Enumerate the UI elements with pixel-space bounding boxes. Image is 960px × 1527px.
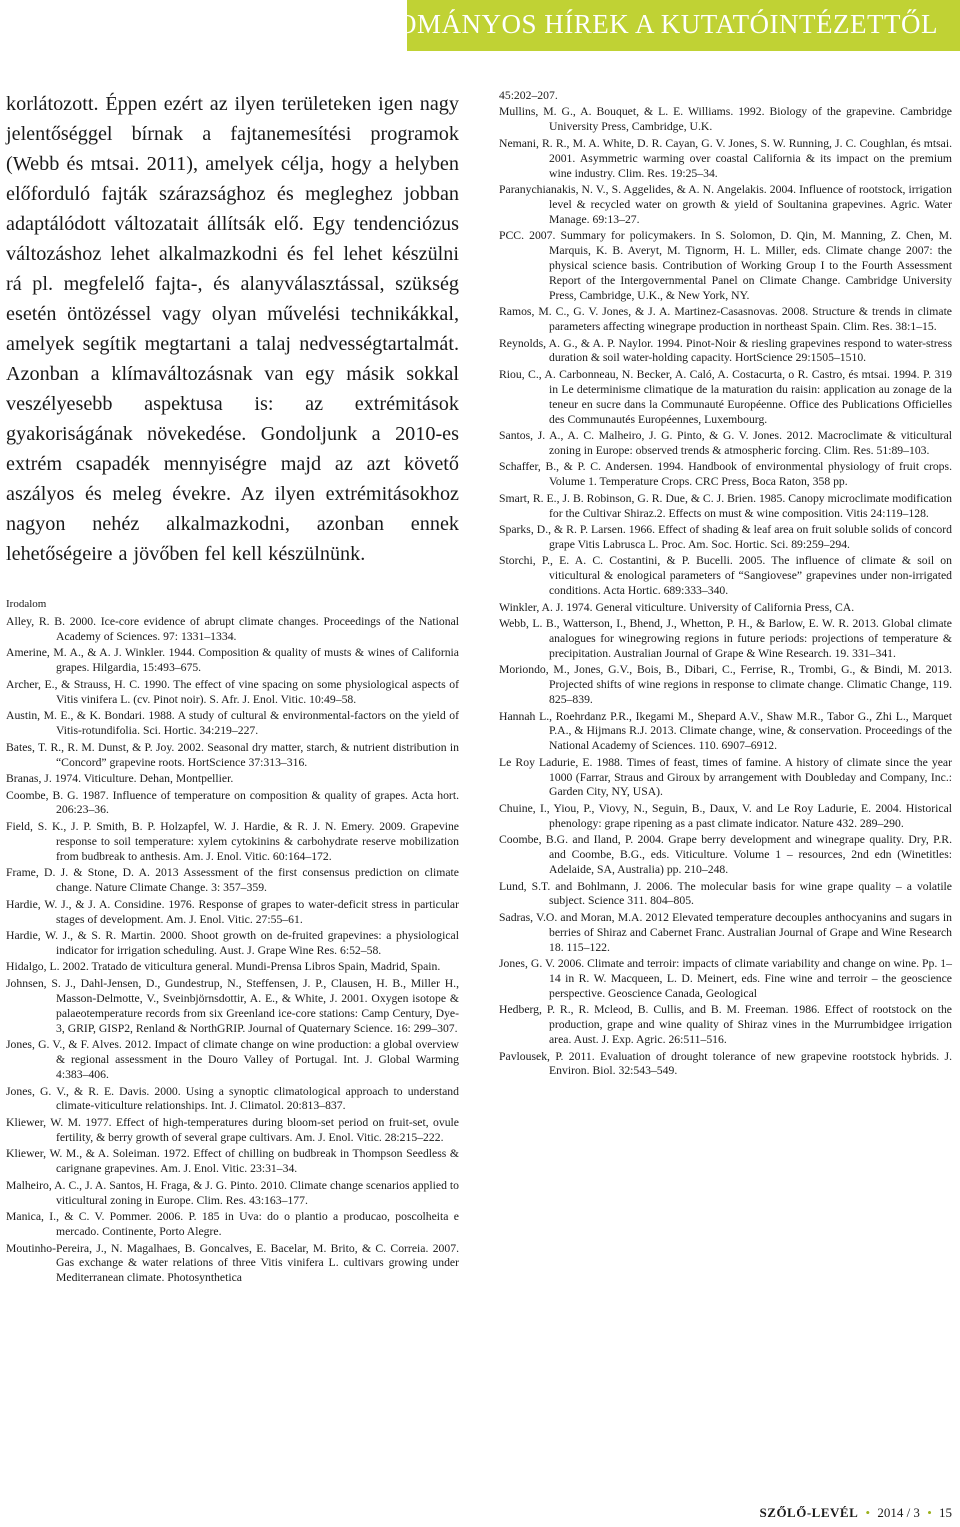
right-column [499,89,952,1081]
reference-item: Winkler, A. J. 1974. General viticulture. University of California Press, CA. [499,600,855,614]
reference-item: Webb, L. B., Watterson, I., Bhend, J., Whetton, P. H., & Barlow, E. W. R. 2013. Global climate analogues for winegrowing regions in future periods: projections of temperature & precipitation. Australian Journal of Grape & Wine Research. 19. 331–341. [499,617,952,660]
footer-separator: • [927,1505,932,1520]
reference-item: Hidalgo, L. 2002. Tratado de viticultura general. Mundi-Prensa Libros Spain, Madrid, Spain. [6,960,441,974]
references-heading: Irodalom [6,598,47,610]
reference-item: 45:202–207. [499,89,558,102]
issue-number: 2014 / 3 [877,1505,920,1520]
reference-item: Alley, R. B. 2000. Ice-core evidence of abrupt climate changes. Proceedings of the National Academy of Sciences. 97: 1331–1334. [6,615,459,643]
reference-item: Hardie, W. J., & J. A. Considine. 1976. Response of grapes to water-deficit stress in particular stages of development. Am. J. Enol. Vitic. 27:55–61. [6,897,459,926]
reference-item: Reynolds, A. G., & A. P. Naylor. 1994. Pinot-Noir & riesling grapevines respond to water-stress duration & soil water-holding capacity. HortScience 29:1505–1510. [499,336,952,365]
reference-item: Moutinho-Pereira, J., N. Magalhaes, B. Goncalves, E. Bacelar, M. Brito, & C. Correia. 2007. Gas exchange & water relations of three Vitis vinifera L. cultivars growing under Mediterranean climate. Photosynthetica [6,1241,459,1285]
reference-item: Malheiro, A. C., J. A. Santos, H. Fraga, & J. G. Pinto. 2010. Climate change scenarios applied to viticultural zoning in Europe. Clim. Res. 43:163–177. [6,1178,459,1207]
reference-item: Chuine, I., Yiou, P., Viovy, N., Seguin, B., Daux, V. and Le Roy Ladurie, E. 2004. Historical phenology: grape ripening as a past climate indicator. Nature 432. 289–290. [499,801,952,830]
reference-item: Mullins, M. G., A. Bouquet, & L. E. Williams. 1992. Biology of the grapevine. Cambridge University Press, Cambridge, U.K. [499,105,952,134]
reference-item: Moriondo, M., Jones, G.V., Bois, B., Dibari, C., Ferrise, R., Trombi, G., & Bindi, M. 2013. Projected shifts of wine regions in response to climate change. Climatic Change, 119. 825–839. [499,663,952,707]
reference-item: Hedberg, P. R., R. Mcleod, B. Cullis, and B. M. Freeman. 1986. Effect of rootstock on the production, grape and wine quality of Shiraz vines in the Murrumbidgee irrigation area. Aust. J. Exp. Agric. 26:511–516. [499,1003,952,1047]
reference-item: Ramos, M. C., G. V. Jones, & J. A. Martinez-Casasnovas. 2008. Structure & trends in climate parameters affecting winegrape production in northeast Spain. Clim. Res. 38:1–15. [499,305,952,334]
reference-item: Santos, J. A., A. C. Malheiro, J. G. Pinto, & G. V. Jones. 2012. Macroclimate & viticultural zoning in Europe: observed trends & atmospheric forcing. Clim. Res. 51:89–103. [499,429,952,457]
reference-item: Hannah L., Roehrdanz P.R., Ikegami M., Shepard A.V., Shaw M.R., Tabor G., Zhi L., Marquet P.A., & Hijmans R.J. 2013. Climate change, wine, & conservation. Proceedings of the National Academy of Sciences. 110. 6907–6912. [499,709,952,753]
reference-item: Lund, S.T. and Bohlmann, J. 2006. The molecular basis for wine grape quality – a volatile subject. Science 311. 804–805. [499,879,952,908]
reference-item: Jones, G. V., & F. Alves. 2012. Impact of climate change on wine production: a global overview & regional assessment in the Douro Valley of Portugal. Int. J. Global Warming 4:383–406. [6,1038,459,1081]
page-footer [760,1505,952,1521]
reference-item: Manica, I., & C. V. Pommer. 2006. P. 185 in Uva: do o plantio a producao, poscolheita e mercado. Continente, Porto Alegre. [6,1210,459,1239]
reference-item: Amerine, M. A., & A. J. Winkler. 1944. Composition & quality of musts & wines of California grapes. Hilgardia, 15:493–675. [6,646,459,675]
section-header-band [339,0,960,51]
body-paragraph: korlátozott. Éppen ezért az ilyen területeken igen nagy jelentőséggel bírnak a fajtanemesítési programok (Webb és mtsai. 2011), amelyek célja, hogy a helyben előforduló fajták szárazsághoz és megleghez jobban adaptálódott változatait állítsák elő. Egy tendenciózus változáshoz lehet alkalmazkodni és fel lehet készülni rá pl. megfelelő fajta-, és alanyválasztással, szükség esetén öntözéssel vagy olyan művelési technikákkal, amelyek segítik megtartani a talaj nedvességtartalmát. Azonban a klímaváltozásnak van egy másik sokkal veszélyesebb aspektusa is: az extrémitások gyakoriságának növekedése. Gondoljunk a 2010-es extrém csapadék mennyiségre majd az azt követő aszályos és meleg évekre. Az ilyen extrémitásokhoz nagyon nehéz alkalmazkodni, azonban ennek lehetőségeire a jövőben fel kell készülnünk. [6,93,459,565]
reference-item: Branas, J. 1974. Viticulture. Dehan, Montpellier. [6,772,234,786]
reference-item: Storchi, P., E. A. C. Costantini, & P. Bucelli. 2005. The influence of climate & soil on viticultural & enological parameters of “Sangiovese” grapevines under non-irrigated conditions. Acta Hortic. 689:333–340. [499,554,952,598]
reference-item: Jones, G. V. 2006. Climate and terroir: impacts of climate variability and change on wine. Pp. 1–14 in R. W. Macqueen, L. D. Meinert, eds. Fine wine and terroir – the geoscience perspective. Geoscience Canada, Geological [499,957,952,1000]
reference-item: Kliewer, W. M. 1977. Effect of high-temperatures during bloom-set period on fruit-set, ovule fertility, & berry growth of several grape cultivars. Am. J. Enol. Vitic. 28:215–222. [6,1115,459,1144]
reference-item: Sadras, V.O. and Moran, M.A. 2012 Elevated temperature decouples anthocyanins and sugars in berries of Shiraz and Cabernet Franc. Australian Journal of Grape and Wine Research 18. 115–122. [499,910,952,954]
reference-item: PCC. 2007. Summary for policymakers. In S. Solomon, D. Qin, M. Manning, Z. Chen, M. Marquis, K. B. Averyt, M. Tignorm, H. L. Miller, eds. Climate change 2007: the physical science basis. Contribution of Working Group I to the Fourth Assessment Report of the Intergovernmental Panel on Climate Change. Cambridge University Press, Cambridge, U.K., & New York, NY. [499,229,952,302]
magazine-name: SZŐLŐ-LEVÉL [759,1505,859,1520]
footer-separator: • [865,1505,871,1520]
reference-item: Le Roy Ladurie, E. 1988. Times of feast, times of famine. A history of climate since the year 1000 (Farrar, Straus and Giroux by arrangement with Doubleday and Company, Inc.: Garden City, NY, USA). [499,755,952,799]
reference-item: Austin, M. E., & K. Bondari. 1988. A study of cultural & environmental-factors on the yield of Vitis-rotundifolia. Sci. Hortic. 34:219–227. [6,709,459,738]
reference-item: Coombe, B.G. and Iland, P. 2004. Grape berry development and winegrape quality. Dry, P.R. and Coombe, B.G., eds. Viticulture. Volume 1 – resources, 2nd edn (Winetitles: Adelaide, SA, Australia) pp. 210–248. [499,833,952,877]
reference-item: Schaffer, B., & P. C. Andersen. 1994. Handbook of environmental physiology of fruit crops. Volume 1. Temperature Crops. CRC Press, Boca Raton, 358 pp. [499,460,952,489]
reference-item: Kliewer, W. M., & A. Soleiman. 1972. Effect of chilling on budbreak in Thompson Seedless & carignane grapevines. Am. J. Enol. Vitic. 23:31–34. [6,1147,459,1176]
left-column [6,89,459,1288]
references-list-left [6,615,459,1286]
references-list-right [499,89,952,1079]
reference-item: Field, S. K., J. P. Smith, B. P. Holzapfel, W. J. Hardie, & R. J. N. Emery. 2009. Grapevine response to soil temperature: xylem cytokinins & carbohydrate reserve mobilization from budbreak to anthesis. Am. J. Enol. Vitic. 60:164–172. [6,819,459,863]
reference-item: Frame, D. J. & Stone, D. A. 2013 Assessment of the first consensus prediction on climate change. Nature Climate Change. 3: 357–359. [6,866,459,895]
reference-item: Jones, G. V., & R. E. Davis. 2000. Using a synoptic climatological approach to understand climate-viticulture relationships. Int. J. Climatol. 20:813–837. [6,1084,459,1113]
reference-item: Johnsen, S. J., Dahl-Jensen, D., Gundestrup, N., Steffensen, J. P., Clausen, H. B., Miller H., Masson-Delmotte, V., Sveinbjörnsdottir, A. E., & White, J. 2001. Oxygen isotope & palaeotemperature records from six Greenland ice-core stations: Camp Century, Dye-3, GRIP, GISP2, Renland & NorthGRIP. Journal of Quaternary Science. 16: 299–307. [6,976,459,1035]
reference-item: Archer, E., & Strauss, H. C. 1990. The effect of vine spacing on some physiological aspects of Vitis vinifera L. (cv. Pinot noir). S. Afr. J. Enol. Vitic. 10:49–58. [6,677,459,706]
reference-item: Riou, C., A. Carbonneau, N. Becker, A. Caló, A. Costacurta, o R. Castro, és mtsai. 1994. P. 319 in Le determinisme climatique de la maturation du raisin: application au zonage de la teneur en sucre dans la Communauté Européenne. Office des Publications Officielles des Communautés Européennes, Luxembourg. [499,367,952,426]
reference-item: Hardie, W. J., & S. R. Martin. 2000. Shoot growth on de-fruited grapevines: a physiological indicator for irrigation scheduling. Aust. J. Grape Wine Res. 6:52–58. [6,929,459,957]
reference-item: Pavlousek, P. 2011. Evaluation of drought tolerance of new grapevine rootstock hybrids. J. Environ. Biol. 32:543–549. [499,1049,952,1078]
article-body [6,89,459,569]
reference-item: Paranychianakis, N. V., S. Aggelides, & A. N. Angelakis. 2004. Influence of rootstock, irrigation level & recycled water on growth & yield of Soultanina grapevines. Agric. Water Manage. 69:13–27. [499,183,952,226]
reference-item: Bates, T. R., R. M. Dunst, & P. Joy. 2002. Seasonal dry matter, starch, & nutrient distribution in “Concord” grapevine roots. HortScience 37:313–316. [6,740,459,769]
reference-item: Coombe, B. G. 1987. Influence of temperature on composition & quality of grapes. Acta hort. 206:23–36. [6,788,459,817]
reference-item: Nemani, R. R., M. A. White, D. R. Cayan, G. V. Jones, S. W. Running, J. C. Coughlan, és mtsai. 2001. Asymmetric warming over coastal California & its impact on the premium wine industry. Clim. Res. 19:25–34. [499,136,952,180]
section-title: TUDOMÁNYOS HÍREK A KUTATÓINTÉZETTŐL [339,9,938,39]
reference-item: Sparks, D., & R. P. Larsen. 1966. Effect of shading & leaf area on fruit soluble solids of concord grape Vitis Labrusca L. Proc. Am. Soc. Hortic. Sci. 89:259–294. [499,523,952,551]
reference-item: Smart, R. E., J. B. Robinson, G. R. Due, & C. J. Brien. 1985. Canopy microclimate modification for the Cultivar Shiraz.2. Effects on must & wine composition. Vitis 24:119–128. [499,491,952,520]
page-number: 15 [939,1505,952,1520]
